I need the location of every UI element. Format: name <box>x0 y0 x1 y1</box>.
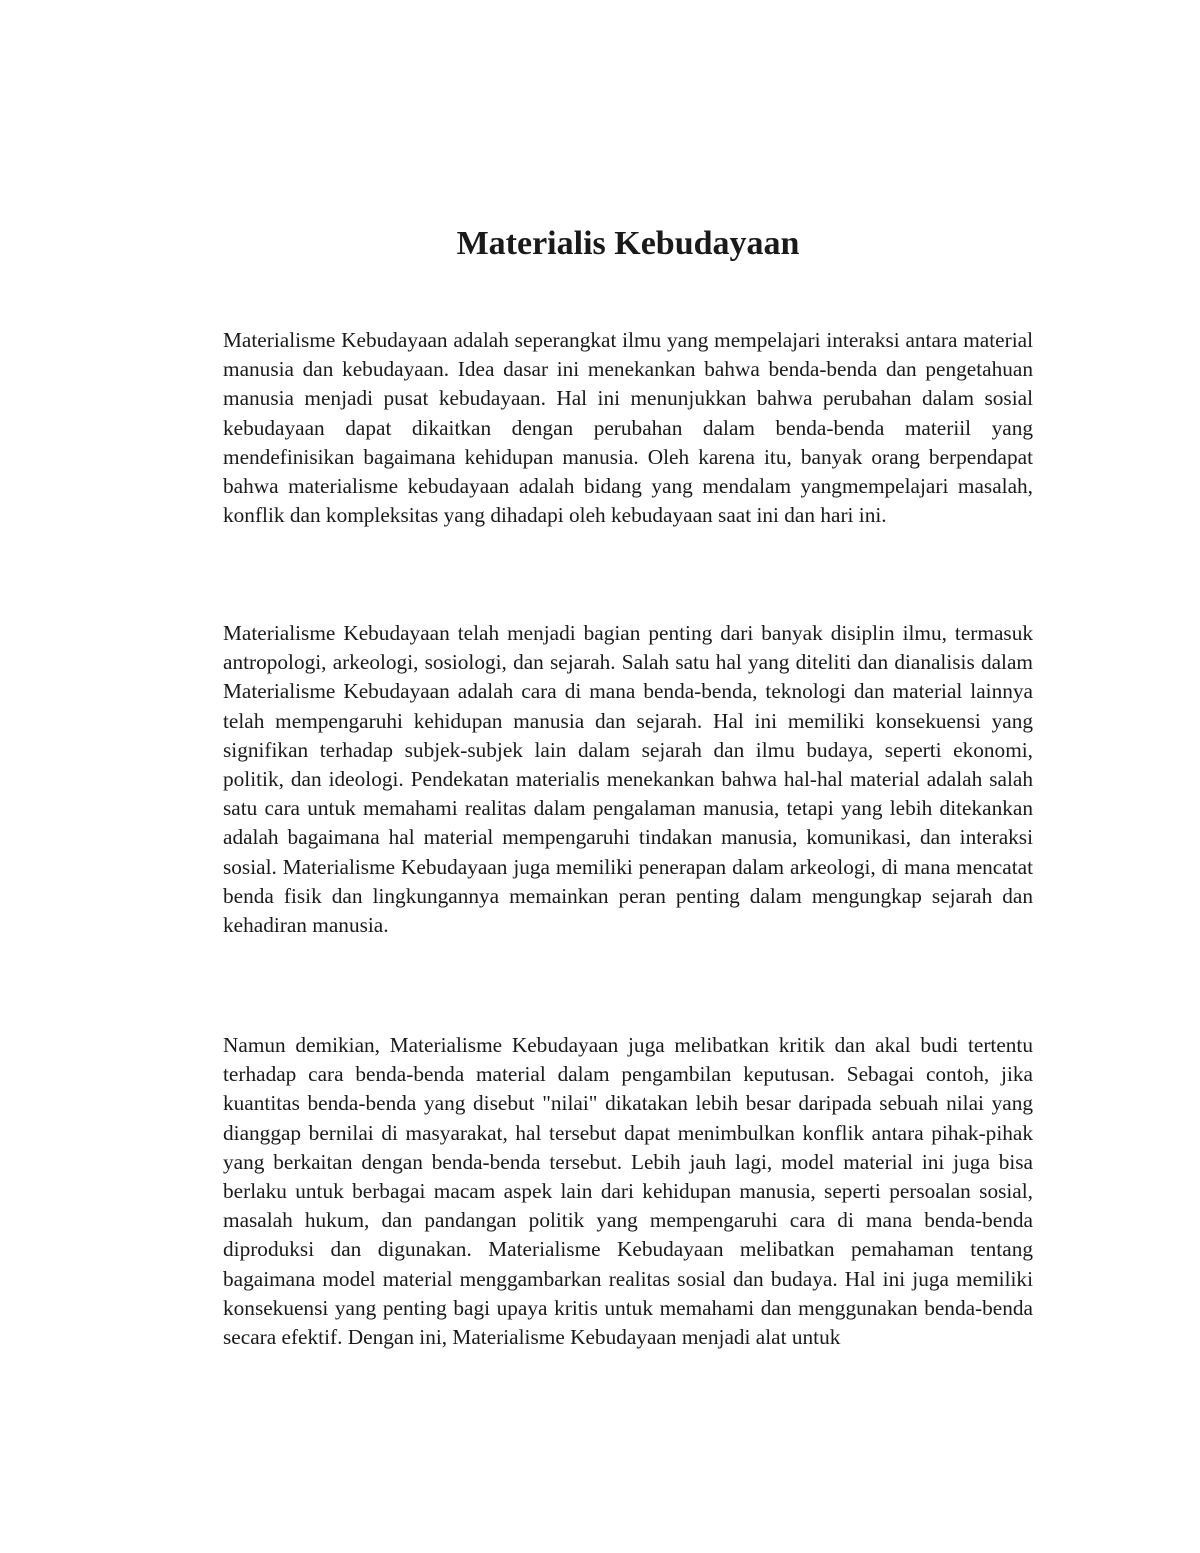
paragraph-3: Namun demikian, Materialisme Kebudayaan juga melibatkan kritik dan akal budi tertentu terhadap cara benda-benda material dalam pengambilan keputusan. Sebagai contoh, jika kuantitas benda-benda yang disebut "nilai" dikatakan lebih besar daripada sebuah nilai yang dianggap bernilai di masyarakat, hal tersebut dapat menimbulkan konflik antara pihak-pihak yang berkaitan dengan benda-benda tersebut. Lebih jauh lagi, model material ini juga bisa berlaku untuk berbagai macam aspek lain dari kehidupan manusia, seperti persoalan sosial, masalah hukum, dan pandangan politik yang mempengaruhi cara di mana benda-benda diproduksi dan digunakan. Materialisme Kebudayaan melibatkan pemahaman tentang bagaimana model material menggambarkan realitas sosial dan budaya. Hal ini juga memiliki konsekuensi yang penting bagi upaya kritis untuk memahami dan menggunakan benda-benda secara efektif. Dengan ini, Materialisme Kebudayaan menjadi alat untuk <box>223 1033 1033 1350</box>
paragraph-2: Materialisme Kebudayaan telah menjadi bagian penting dari banyak disiplin ilmu, termasuk antropologi, arkeologi, sosiologi, dan sejarah. Salah satu hal yang diteliti dan dianalisis dalam Materialisme Kebudayaan adalah cara di mana benda-benda, teknologi dan material lainnya telah mempengaruhi kehidupan manusia dan sejarah. Hal ini memiliki konsekuensi yang signifikan terhadap subjek-subjek lain dalam sejarah dan ilmu budaya, seperti ekonomi, politik, dan ideologi. Pendekatan materialis menekankan bahwa hal-hal material adalah salah satu cara untuk memahami realitas dalam pengalaman manusia, tetapi yang lebih ditekankan adalah bagaimana hal material mempengaruhi tindakan manusia, komunikasi, dan interaksi sosial. Materialisme Kebudayaan juga memiliki penerapan dalam arkeologi, di mana mencatat benda fisik dan lingkungannya memainkan peran penting dalam mengungkap sejarah dan kehadiran manusia. <box>223 621 1033 938</box>
paragraph-1: Materialisme Kebudayaan adalah seperangkat ilmu yang mempelajari interaksi antara material manusia dan kebudayaan. Idea dasar ini menekankan bahwa benda-benda dan pengetahuan manusia menjadi pusat kebudayaan. Hal ini menunjukkan bahwa perubahan dalam sosial kebudayaan dapat dikaitkan dengan perubahan dalam benda-benda materiil yang mendefinisikan bagaimana kehidupan manusia. Oleh karena itu, banyak orang berpendapat bahwa materialisme kebudayaan adalah bidang yang mendalam yangmempelajari masalah, konflik dan kompleksitas yang dihadapi oleh kebudayaan saat ini dan hari ini. <box>223 328 1033 528</box>
document-title: Materialis Kebudayaan <box>456 225 800 262</box>
